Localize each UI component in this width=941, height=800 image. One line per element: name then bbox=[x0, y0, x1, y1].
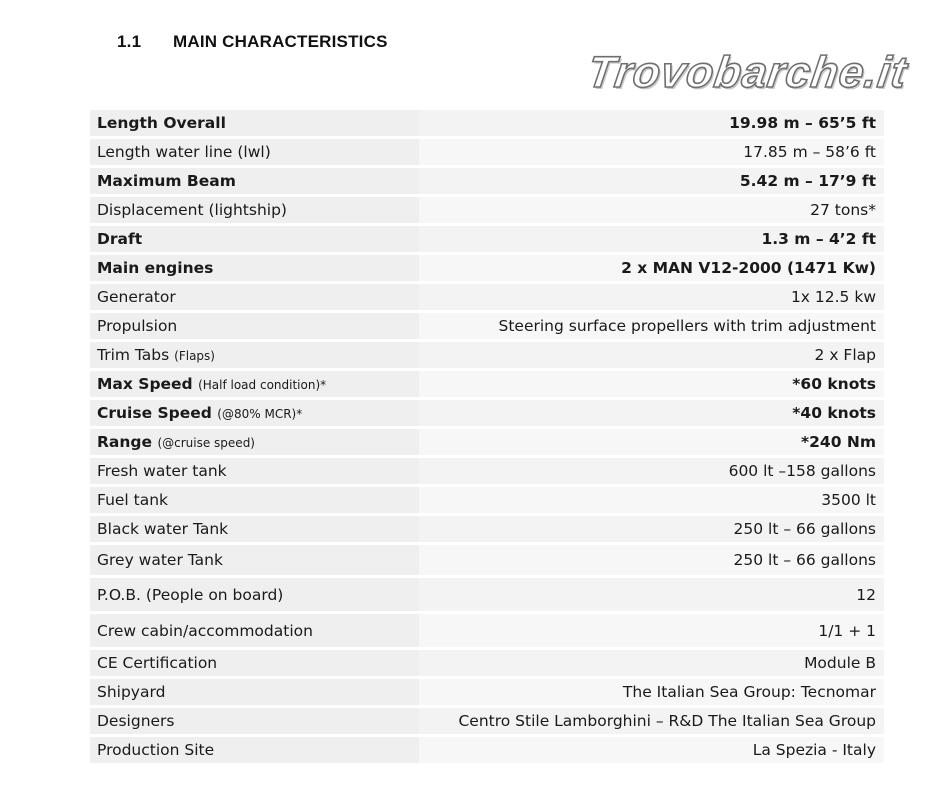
spec-label-cell bbox=[90, 342, 419, 368]
trovobarche-watermark-logo: Trovobarche.it bbox=[584, 48, 911, 97]
spec-value: 250 lt – 66 gallons bbox=[419, 516, 884, 542]
spec-label-cell bbox=[90, 197, 419, 223]
section-heading bbox=[117, 32, 388, 52]
spec-label: Crew cabin/accommodation bbox=[97, 621, 313, 640]
spec-label-cell bbox=[90, 313, 419, 339]
spec-row bbox=[90, 371, 884, 397]
spec-label-cell bbox=[90, 545, 419, 575]
spec-label: Max Speed bbox=[97, 375, 193, 393]
spec-value: The Italian Sea Group: Tecnomar bbox=[419, 679, 884, 705]
spec-label-cell bbox=[90, 371, 419, 397]
spec-row bbox=[90, 168, 884, 194]
spec-row bbox=[90, 578, 884, 611]
spec-label-note: (Flaps) bbox=[174, 349, 215, 363]
spec-value: 5.42 m – 17’9 ft bbox=[419, 168, 884, 194]
spec-label: Grey water Tank bbox=[97, 551, 223, 569]
spec-label: Length Overall bbox=[97, 114, 226, 132]
spec-row bbox=[90, 516, 884, 542]
spec-label: Production Site bbox=[97, 741, 215, 759]
spec-row bbox=[90, 429, 884, 455]
spec-row bbox=[90, 708, 884, 734]
spec-label-cell bbox=[90, 168, 419, 194]
spec-value: *40 knots bbox=[419, 400, 884, 426]
spec-value: *60 knots bbox=[419, 371, 884, 397]
spec-label: Designers bbox=[97, 712, 175, 730]
spec-row bbox=[90, 679, 884, 705]
spec-value: 600 lt –158 gallons bbox=[419, 458, 884, 484]
spec-label-cell bbox=[90, 737, 419, 763]
spec-row bbox=[90, 650, 884, 676]
spec-label: Draft bbox=[97, 230, 143, 248]
spec-label: Fuel tank bbox=[97, 491, 169, 509]
spec-value: Module B bbox=[419, 650, 884, 676]
spec-label: Black water Tank bbox=[97, 520, 229, 538]
section-title: MAIN CHARACTERISTICS bbox=[173, 32, 388, 51]
characteristics-table bbox=[90, 107, 884, 766]
spec-label-cell bbox=[90, 516, 419, 542]
spec-label: Main engines bbox=[97, 259, 214, 277]
spec-label: Propulsion bbox=[97, 317, 178, 335]
spec-value: 19.98 m – 65’5 ft bbox=[419, 110, 884, 136]
spec-row bbox=[90, 284, 884, 310]
spec-value: *240 Nm bbox=[419, 429, 884, 455]
spec-label: P.O.B. (People on board) bbox=[97, 585, 284, 604]
spec-label: Maximum Beam bbox=[97, 172, 236, 190]
spec-value: 1/1 + 1 bbox=[419, 614, 884, 647]
spec-value: Centro Stile Lamborghini – R&D The Italian Sea Group bbox=[419, 708, 884, 734]
spec-row bbox=[90, 110, 884, 136]
spec-row bbox=[90, 226, 884, 252]
spec-label-cell bbox=[90, 226, 419, 252]
spec-label-cell bbox=[90, 139, 419, 165]
spec-label-cell bbox=[90, 255, 419, 281]
spec-row bbox=[90, 737, 884, 763]
spec-label-note: (@cruise speed) bbox=[157, 436, 255, 450]
characteristics-table-body bbox=[90, 110, 884, 763]
spec-label-cell bbox=[90, 400, 419, 426]
spec-label-note: (Half load condition)* bbox=[198, 378, 327, 392]
spec-row bbox=[90, 313, 884, 339]
spec-value: 2 x Flap bbox=[419, 342, 884, 368]
spec-label: Length water line (lwl) bbox=[97, 143, 271, 161]
spec-label-cell bbox=[90, 429, 419, 455]
spec-value: 250 lt – 66 gallons bbox=[419, 545, 884, 575]
spec-row bbox=[90, 400, 884, 426]
spec-label: Fresh water tank bbox=[97, 462, 227, 480]
spec-value: 17.85 m – 58’6 ft bbox=[419, 139, 884, 165]
spec-value: 2 x MAN V12-2000 (1471 Kw) bbox=[419, 255, 884, 281]
spec-label: CE Certification bbox=[97, 654, 218, 672]
spec-label-cell bbox=[90, 578, 419, 611]
spec-label-cell bbox=[90, 284, 419, 310]
spec-label: Generator bbox=[97, 288, 176, 306]
spec-row bbox=[90, 139, 884, 165]
spec-value: 12 bbox=[419, 578, 884, 611]
spec-row bbox=[90, 458, 884, 484]
spec-label-cell bbox=[90, 708, 419, 734]
spec-value: La Spezia - Italy bbox=[419, 737, 884, 763]
spec-label-cell bbox=[90, 487, 419, 513]
spec-label-cell bbox=[90, 110, 419, 136]
spec-row bbox=[90, 487, 884, 513]
spec-value: 1x 12.5 kw bbox=[419, 284, 884, 310]
section-number: 1.1 bbox=[117, 32, 142, 51]
spec-row bbox=[90, 614, 884, 647]
spec-value: 27 tons* bbox=[419, 197, 884, 223]
spec-value: Steering surface propellers with trim adjustment bbox=[419, 313, 884, 339]
spec-row bbox=[90, 342, 884, 368]
spec-label-cell bbox=[90, 458, 419, 484]
spec-label-note: (@80% MCR)* bbox=[217, 407, 303, 421]
spec-label: Range bbox=[97, 433, 153, 451]
spec-label-cell bbox=[90, 614, 419, 647]
spec-label-cell bbox=[90, 679, 419, 705]
spec-value: 1.3 m – 4’2 ft bbox=[419, 226, 884, 252]
spec-value: 3500 lt bbox=[419, 487, 884, 513]
spec-label: Displacement (lightship) bbox=[97, 201, 287, 219]
spec-row bbox=[90, 545, 884, 575]
spec-label: Shipyard bbox=[97, 683, 166, 701]
spec-row bbox=[90, 255, 884, 281]
spec-row bbox=[90, 197, 884, 223]
spec-label-cell bbox=[90, 650, 419, 676]
spec-label: Cruise Speed bbox=[97, 404, 212, 422]
spec-label: Trim Tabs bbox=[97, 346, 170, 364]
